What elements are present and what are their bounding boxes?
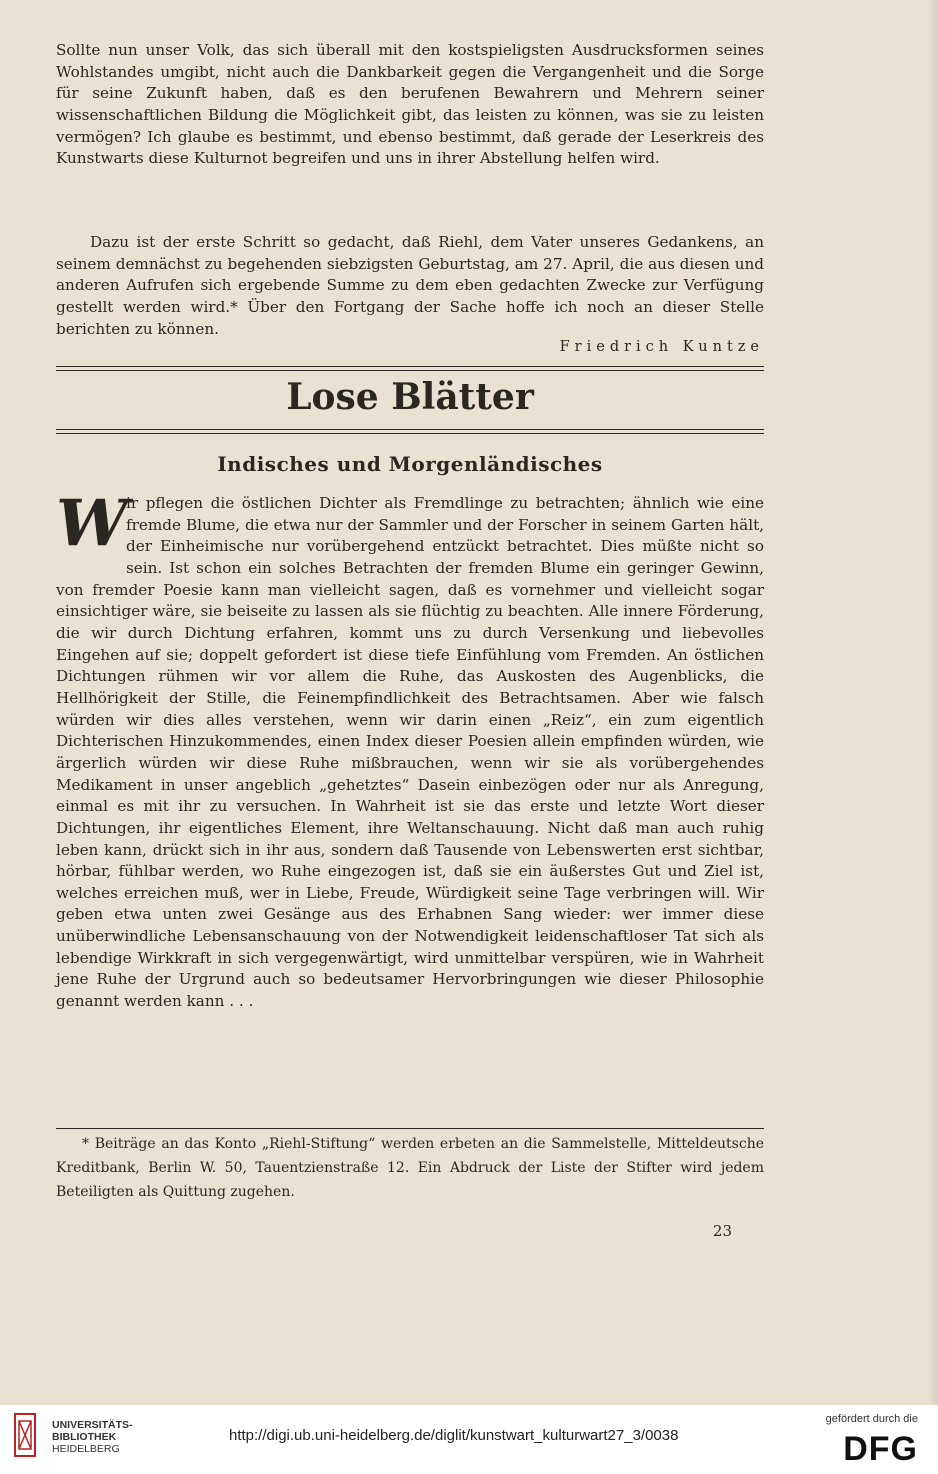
page-number: 23 <box>712 1222 732 1240</box>
library-line-1: UNIVERSITÄTS- <box>52 1419 133 1431</box>
section-heading: Lose Blätter <box>286 376 534 418</box>
dfg-logo: DFG <box>843 1430 918 1468</box>
library-line-2: BIBLIOTHEK <box>52 1431 117 1443</box>
body-paragraph <box>56 486 764 1013</box>
document-url[interactable]: http://digi.ub.uni-heidelberg.de/diglit/kunstwart_kulturwart27_3/0038 <box>229 1427 679 1444</box>
article-subheading: Indisches und Morgenländisches <box>217 452 603 476</box>
footnote: * Beiträge an das Konto „Riehl-Stiftung“ werden erbeten an die Sammelstelle, Mitteldeutsche Kreditbank, Berlin W. 50, Tauentzienstraße 12. Ein Abdruck der Liste der Stifter wird jedem Beteiligten als Quittung zugehen. <box>56 1136 764 1200</box>
footnote-rule <box>56 1128 764 1129</box>
heading-rule-top-2 <box>56 370 764 371</box>
drop-cap: W <box>56 486 128 561</box>
article-top-cont <box>56 232 764 340</box>
heading-rule-top-1 <box>56 366 764 367</box>
heading-rule-bottom-2 <box>56 433 764 434</box>
funded-by-label: gefördert durch die <box>825 1413 918 1425</box>
library-name <box>52 1419 133 1455</box>
article-top <box>56 40 764 170</box>
paragraph-1: Sollte nun unser Volk, das sich überall mit den kostspieligsten Ausdrucksformen seines Wohlstandes umgibt, nicht auch die Dankbarkeit gegen die Vergangenheit und die Sorge für seine Zukunft haben, daß es den berufenen Bewahrern und Mehrern seiner wissenschaftlichen Bildung die Möglichkeit gibt, das leisten zu können, was sie zu leisten vermögen? Ich glaube es bestimmt, und ebenso bestimmt, daß gerade der Leserkreis des Kunstwarts diese Kulturnot begreifen und uns in ihrer Abstellung helfen wird. <box>56 41 764 168</box>
viewer-footer <box>0 1405 938 1474</box>
body-text: ir pflegen die östlichen Dichter als Fremdlinge zu betrachten; ähnlich wie eine fremde Blume, die etwa nur der Sammler und der Forscher in seinem Garten hält, der Einheimische nur vorübergehend entzückt betrachtet. Dies müßte nicht so sein. Ist schon ein solches Betrachten der fremden Blume ein geringer Gewinn, von fremder Poesie kann man vielleicht sagen, daß es vornehmer und vielleicht sogar einsichtiger wäre, sie beiseite zu lassen als sie flüchtig zu beachten. Alle innere Förderung, die wir durch Dichtung erfahren, kommt uns zu durch Versenkung und liebevolles Eingehen auf sie; doppelt gefordert ist diese tiefe Einfühlung vom Fremden. An östlichen Dichtungen rühmen wir vor allem die Ruhe, das Auskosten des Augenblicks, die Hellhörigkeit der Stille, die Feinempfindlichkeit des Betrachtsamen. Aber wie falsch würden wir dies alles verstehen, wenn wir darin einen „Reiz“, ein zum eigentlich Dichterischen Hinzukommendes, einen Index dieser Poesien allein empfinden würden, wie ärgerlich würden wir diese Ruhe mißbrauchen, wenn wir sie als vorübergehendes Medikament in unser angeblich „gehetztes“ Dasein einbezögen oder nur als Anregung, einmal es mit ihr zu versuchen. In Wahrheit ist sie das erste und letzte Wort dieser Dichtungen, ihr eigentliches Element, ihre Weltanschauung. Nicht daß man auch ruhig leben kann, drückt sich in ihr aus, sondern daß Tausende von Lebenswerten erst sichtbar, hörbar, fühlbar werden, wo Ruhe eingezogen ist, daß sie ein äußerstes Gut und Ziel ist, welches erreichen muß, wer in Liebe, Freude, Würdigkeit seine Tage verbringen will. Wir geben etwa unten zwei Gesänge aus des Erhabnen Sang wieder: wer immer diese unüberwindliche Lebensanschauung von der Notwendigkeit leidenschaftloser Tat sich als lebendige Wirkkraft in sich vergegenwärtigt, wird unmittelbar verspüren, wie in Wahrheit jene Ruhe der Urgrund auch so bedeutsamer Hervorbringungen wie dieser Philosophie genannt werden kann . . . <box>56 494 764 1011</box>
article-body <box>56 486 764 1013</box>
heading-rule-bottom-1 <box>56 429 764 430</box>
university-seal-icon <box>14 1413 36 1457</box>
library-line-3: HEIDELBERG <box>52 1443 120 1455</box>
signature: Friedrich Kuntze <box>559 339 764 355</box>
paragraph-2: Dazu ist der erste Schritt so gedacht, daß Riehl, dem Vater unseres Gedankens, an seinem demnächst zu begehenden siebzigsten Geburtstag, am 27. April, die aus diesen und anderen Aufrufen sich ergebende Summe zu dem eben gedachten Zwecke zur Verfügung gestellt werden wird.* Über den Fortgang der Sache hoffe ich noch an dieser Stelle berichten zu können. <box>56 233 764 338</box>
footnote-block <box>56 1132 764 1204</box>
